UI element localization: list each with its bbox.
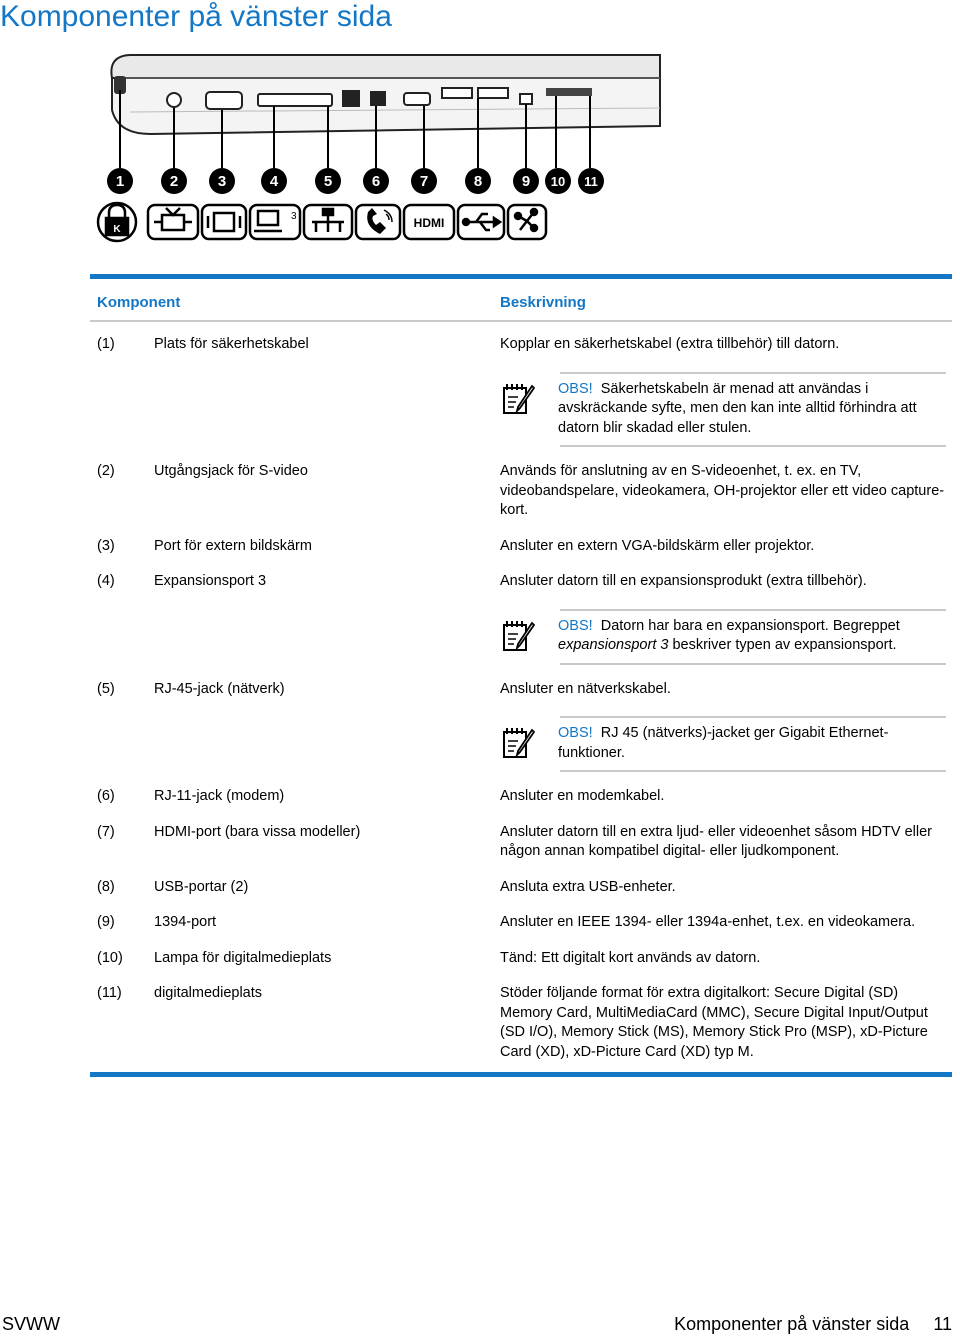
row-description: Stöder följande format för extra digitalkort: Secure Digital (SD) Memory Card, MultiMediaCard (MMC), Secure Digital Input/Output (SD I/O), Memory Stick (MS), Memory Stick Pro (MSP), xD-Picture Card (XD), xD-Picture Card (XD) typ M.: [500, 985, 928, 1060]
callout-9: [513, 168, 539, 194]
hdmi-icon: [404, 205, 454, 239]
row-number: (2): [97, 463, 115, 479]
row-description: Kopplar en säkerhetskabel (extra tillbehör) till datorn.: [500, 336, 840, 352]
table-row: [90, 537, 952, 557]
table-row: [90, 787, 952, 807]
external-monitor-icon: [202, 205, 246, 239]
table-row: [90, 913, 952, 933]
svg-text:1: 1: [115, 173, 125, 190]
callout-1: [107, 168, 133, 194]
footer-left: SVWW: [2, 1314, 60, 1334]
note-icon: [500, 615, 538, 653]
usb-port-b: [478, 88, 508, 98]
expansion-port-icon: [250, 205, 300, 239]
row-number: (6): [97, 788, 115, 804]
row-number: (10): [97, 949, 123, 966]
svg-text:K: K: [113, 224, 121, 235]
obs-label: OBS!: [558, 380, 593, 397]
modem-jack-icon: [356, 205, 400, 239]
callout-11: [578, 168, 604, 194]
svg-text:3: 3: [217, 173, 227, 190]
svg-text:HDMI: HDMI: [413, 216, 445, 230]
row-description: Ansluter datorn till en expansionsprodukt (extra tillbehör).: [500, 573, 867, 589]
row-number: (4): [97, 573, 115, 589]
s-video-port: [167, 93, 181, 107]
row-component: USB-portar (2): [154, 878, 249, 895]
rj45-port: [342, 90, 360, 107]
callout-5: [315, 168, 341, 194]
note-box: [500, 716, 946, 772]
callout-6: [363, 168, 389, 194]
row-number: (3): [97, 537, 115, 554]
usb-port-a: [442, 88, 472, 98]
callout-10: [545, 168, 571, 194]
rj11-port: [370, 91, 386, 106]
svg-text:8: 8: [473, 173, 483, 190]
note-text: OBS! Datorn har bara en expansionsport. Begreppet expansionsport 3 beskriver typen av expansionsport.: [558, 617, 900, 653]
row-description: Ansluter en IEEE 1394- eller 1394a-enhet, t.ex. en videokamera.: [500, 914, 916, 930]
row-component: digitalmedieplats: [154, 985, 263, 1001]
1394-icon: [508, 205, 546, 239]
table-row: [90, 335, 952, 355]
row-component: HDMI-port (bara vissa modeller): [154, 823, 361, 840]
callout-4: [261, 168, 287, 194]
footer-section: Komponenter på vänster sida: [674, 1314, 910, 1334]
note-box: [500, 609, 946, 665]
note-icon: [500, 722, 538, 760]
svg-text:3: 3: [291, 211, 297, 222]
header-description: Beskrivning: [500, 294, 586, 311]
row-number: (7): [97, 823, 115, 840]
svg-text:5: 5: [323, 173, 333, 190]
note-text: OBS! RJ 45 (nätverks)-jacket ger Gigabit Ethernet-funktioner.: [558, 725, 889, 761]
usb-icon: [458, 205, 504, 239]
s-video-icon: [148, 205, 198, 239]
callout-2: [161, 168, 187, 194]
table-row: [90, 572, 952, 592]
row-number: (1): [97, 336, 115, 352]
svg-text:11: 11: [584, 174, 598, 189]
callout-8: [465, 168, 491, 194]
row-number: (5): [97, 680, 115, 697]
table-header: [90, 279, 952, 322]
row-description: Ansluter en extern VGA-bildskärm eller projektor.: [500, 537, 815, 554]
row-description: Ansluta extra USB-enheter.: [500, 878, 676, 895]
row-description: Tänd: Ett digitalt kort används av datorn.: [500, 949, 761, 966]
row-description: Används för anslutning av en S-videoenhet, t. ex. en TV, videobandspelare, videokamera, OH-projektor eller ett video capture-kort.: [500, 463, 945, 518]
row-component: Utgångsjack för S-video: [154, 463, 308, 479]
page-number: 11: [933, 1314, 952, 1334]
row-component: 1394-port: [154, 914, 217, 930]
svg-text:10: 10: [550, 174, 566, 189]
row-component: Plats för säkerhetskabel: [154, 336, 309, 352]
svg-text:4: 4: [269, 173, 279, 190]
media-slot: [546, 88, 592, 96]
page-title: Komponenter på vänster sida: [0, 0, 392, 33]
footer-right: [674, 1313, 952, 1335]
laptop-left-side-illustration: [90, 50, 670, 255]
table-row: [90, 462, 952, 521]
callout-3: [209, 168, 235, 194]
1394-port: [520, 94, 532, 104]
row-description: Ansluter en nätverkskabel.: [500, 680, 671, 697]
row-component: RJ-11-jack (modem): [154, 788, 285, 804]
network-jack-icon: [304, 205, 352, 239]
row-component: Port för extern bildskärm: [154, 537, 312, 554]
table-bottom-rule: [90, 1072, 952, 1077]
table-row: [90, 949, 952, 969]
obs-label: OBS!: [558, 617, 593, 634]
note-box: [500, 372, 946, 448]
row-component: Lampa för digitalmedieplats: [154, 949, 332, 966]
vga-port: [206, 92, 242, 109]
callout-7: [411, 168, 437, 194]
table-row: [90, 823, 952, 862]
row-description: Ansluter datorn till en extra ljud- eller videoenhet såsom HDTV eller någon annan kompatibel digital- eller ljudkomponent.: [500, 823, 932, 859]
row-component: RJ-45-jack (nätverk): [154, 680, 285, 697]
table-row: [90, 878, 952, 898]
svg-text:2: 2: [169, 173, 179, 190]
table-row: [90, 680, 952, 700]
expansion-port: [258, 94, 332, 106]
table-row: [90, 984, 952, 1062]
hdmi-port: [404, 93, 430, 105]
laptop-body: [111, 55, 660, 134]
row-number: (8): [97, 878, 115, 895]
security-lock-icon: [98, 203, 136, 241]
component-table: [90, 274, 952, 1077]
note-icon: [500, 378, 538, 416]
note-text: OBS! Säkerhetskabeln är menad att användas i avskräckande syfte, men den kan inte alltid förhindra att datorn blir skadad eller stulen.: [558, 380, 917, 436]
header-component: Komponent: [97, 294, 181, 311]
svg-text:7: 7: [419, 173, 429, 190]
svg-text:6: 6: [371, 173, 381, 190]
obs-label: OBS!: [558, 725, 593, 741]
row-number: (11): [97, 985, 122, 1001]
row-number: (9): [97, 914, 115, 930]
row-component: Expansionsport 3: [154, 573, 267, 589]
row-description: Ansluter en modemkabel.: [500, 788, 665, 804]
svg-text:9: 9: [521, 173, 531, 190]
